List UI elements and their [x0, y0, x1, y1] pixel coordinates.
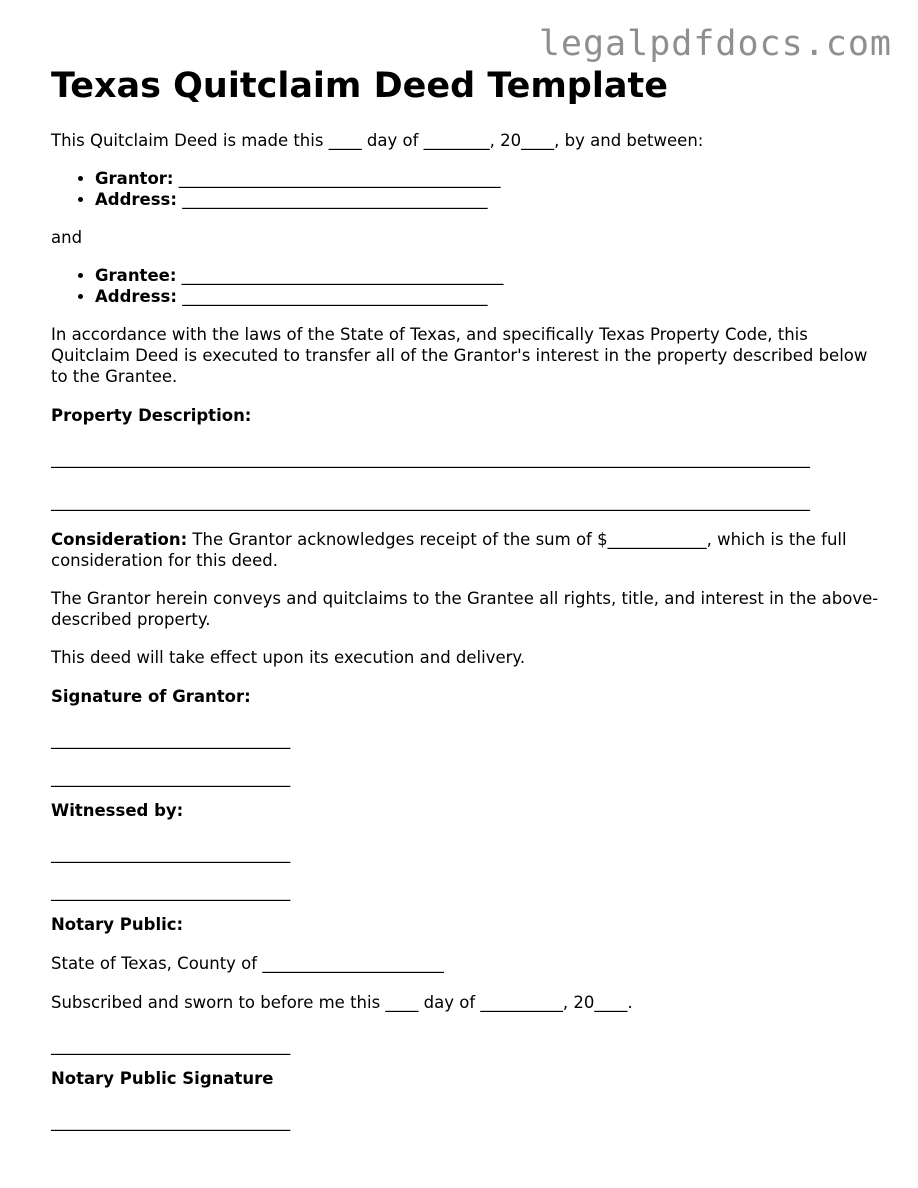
page-title: Texas Quitclaim Deed Template: [51, 66, 668, 106]
signature-heading: [51, 686, 881, 707]
watermark: legalpdfdocs.com: [538, 24, 892, 64]
and-text: and: [51, 228, 83, 247]
grantor-address-item: [95, 189, 881, 210]
witness-line-2: _____________________________: [51, 882, 291, 901]
signature-heading-text: Signature of Grantor:: [51, 687, 251, 706]
grantee-address-label: Address:: [95, 287, 177, 306]
grantee-address-blank: _____________________________________: [176, 287, 488, 306]
property-line-2: ____________________________________________________________________________________________: [51, 492, 810, 511]
grantor-address-label: Address:: [95, 190, 177, 209]
document-page: [51, 64, 881, 1132]
witness-line-1: _____________________________: [51, 844, 291, 863]
notary-heading-text: Notary Public:: [51, 915, 184, 934]
grantor-label: Grantor:: [95, 169, 174, 188]
conveys-paragraph: The Grantor herein conveys and quitclaims to the Grantee all rights, title, and interest in the above-described property.: [51, 589, 879, 629]
notary-signature-label: [51, 1068, 881, 1089]
intro-paragraph: This Quitclaim Deed is made this ____ day of ________, 20____, by and between:: [51, 131, 704, 150]
notary-line-1: _____________________________: [51, 1036, 291, 1055]
grantor-name-blank: _______________________________________: [173, 169, 501, 188]
grantee-list: [51, 265, 881, 307]
notary-signature-label-text: Notary Public Signature: [51, 1069, 274, 1088]
property-line-1: ____________________________________________________________________________________________: [51, 449, 810, 468]
accordance-paragraph: In accordance with the laws of the State of Texas, and specifically Texas Property Code, this Quitclaim Deed is executed to transfer all of the Grantor's interest in the property described below to the Grantee.: [51, 325, 868, 386]
consideration-label: Consideration:: [51, 530, 188, 549]
notary-line-2: _____________________________: [51, 1112, 291, 1131]
property-heading-text: Property Description:: [51, 406, 252, 425]
signature-line-2: _____________________________: [51, 768, 291, 787]
consideration-text: The Grantor acknowledges receipt of the sum of $____________, which is the full consideration for this deed.: [51, 530, 847, 570]
grantor-name-item: [95, 168, 881, 189]
consideration-paragraph: [51, 529, 881, 571]
notary-heading: [51, 914, 881, 935]
signature-line-1: _____________________________: [51, 730, 291, 749]
grantor-list: [51, 168, 881, 210]
grantee-name-blank: _______________________________________: [176, 266, 504, 285]
grantee-address-item: [95, 286, 881, 307]
notary-county: State of Texas, County of ______________________: [51, 954, 444, 973]
witness-heading: [51, 800, 881, 821]
property-heading: [51, 405, 881, 426]
grantee-label: Grantee:: [95, 266, 177, 285]
effect-paragraph: This deed will take effect upon its execution and delivery.: [51, 648, 526, 667]
notary-sworn: Subscribed and sworn to before me this ____ day of __________, 20____.: [51, 993, 633, 1012]
grantor-address-blank: _____________________________________: [176, 190, 488, 209]
grantee-name-item: [95, 265, 881, 286]
witness-heading-text: Witnessed by:: [51, 801, 184, 820]
